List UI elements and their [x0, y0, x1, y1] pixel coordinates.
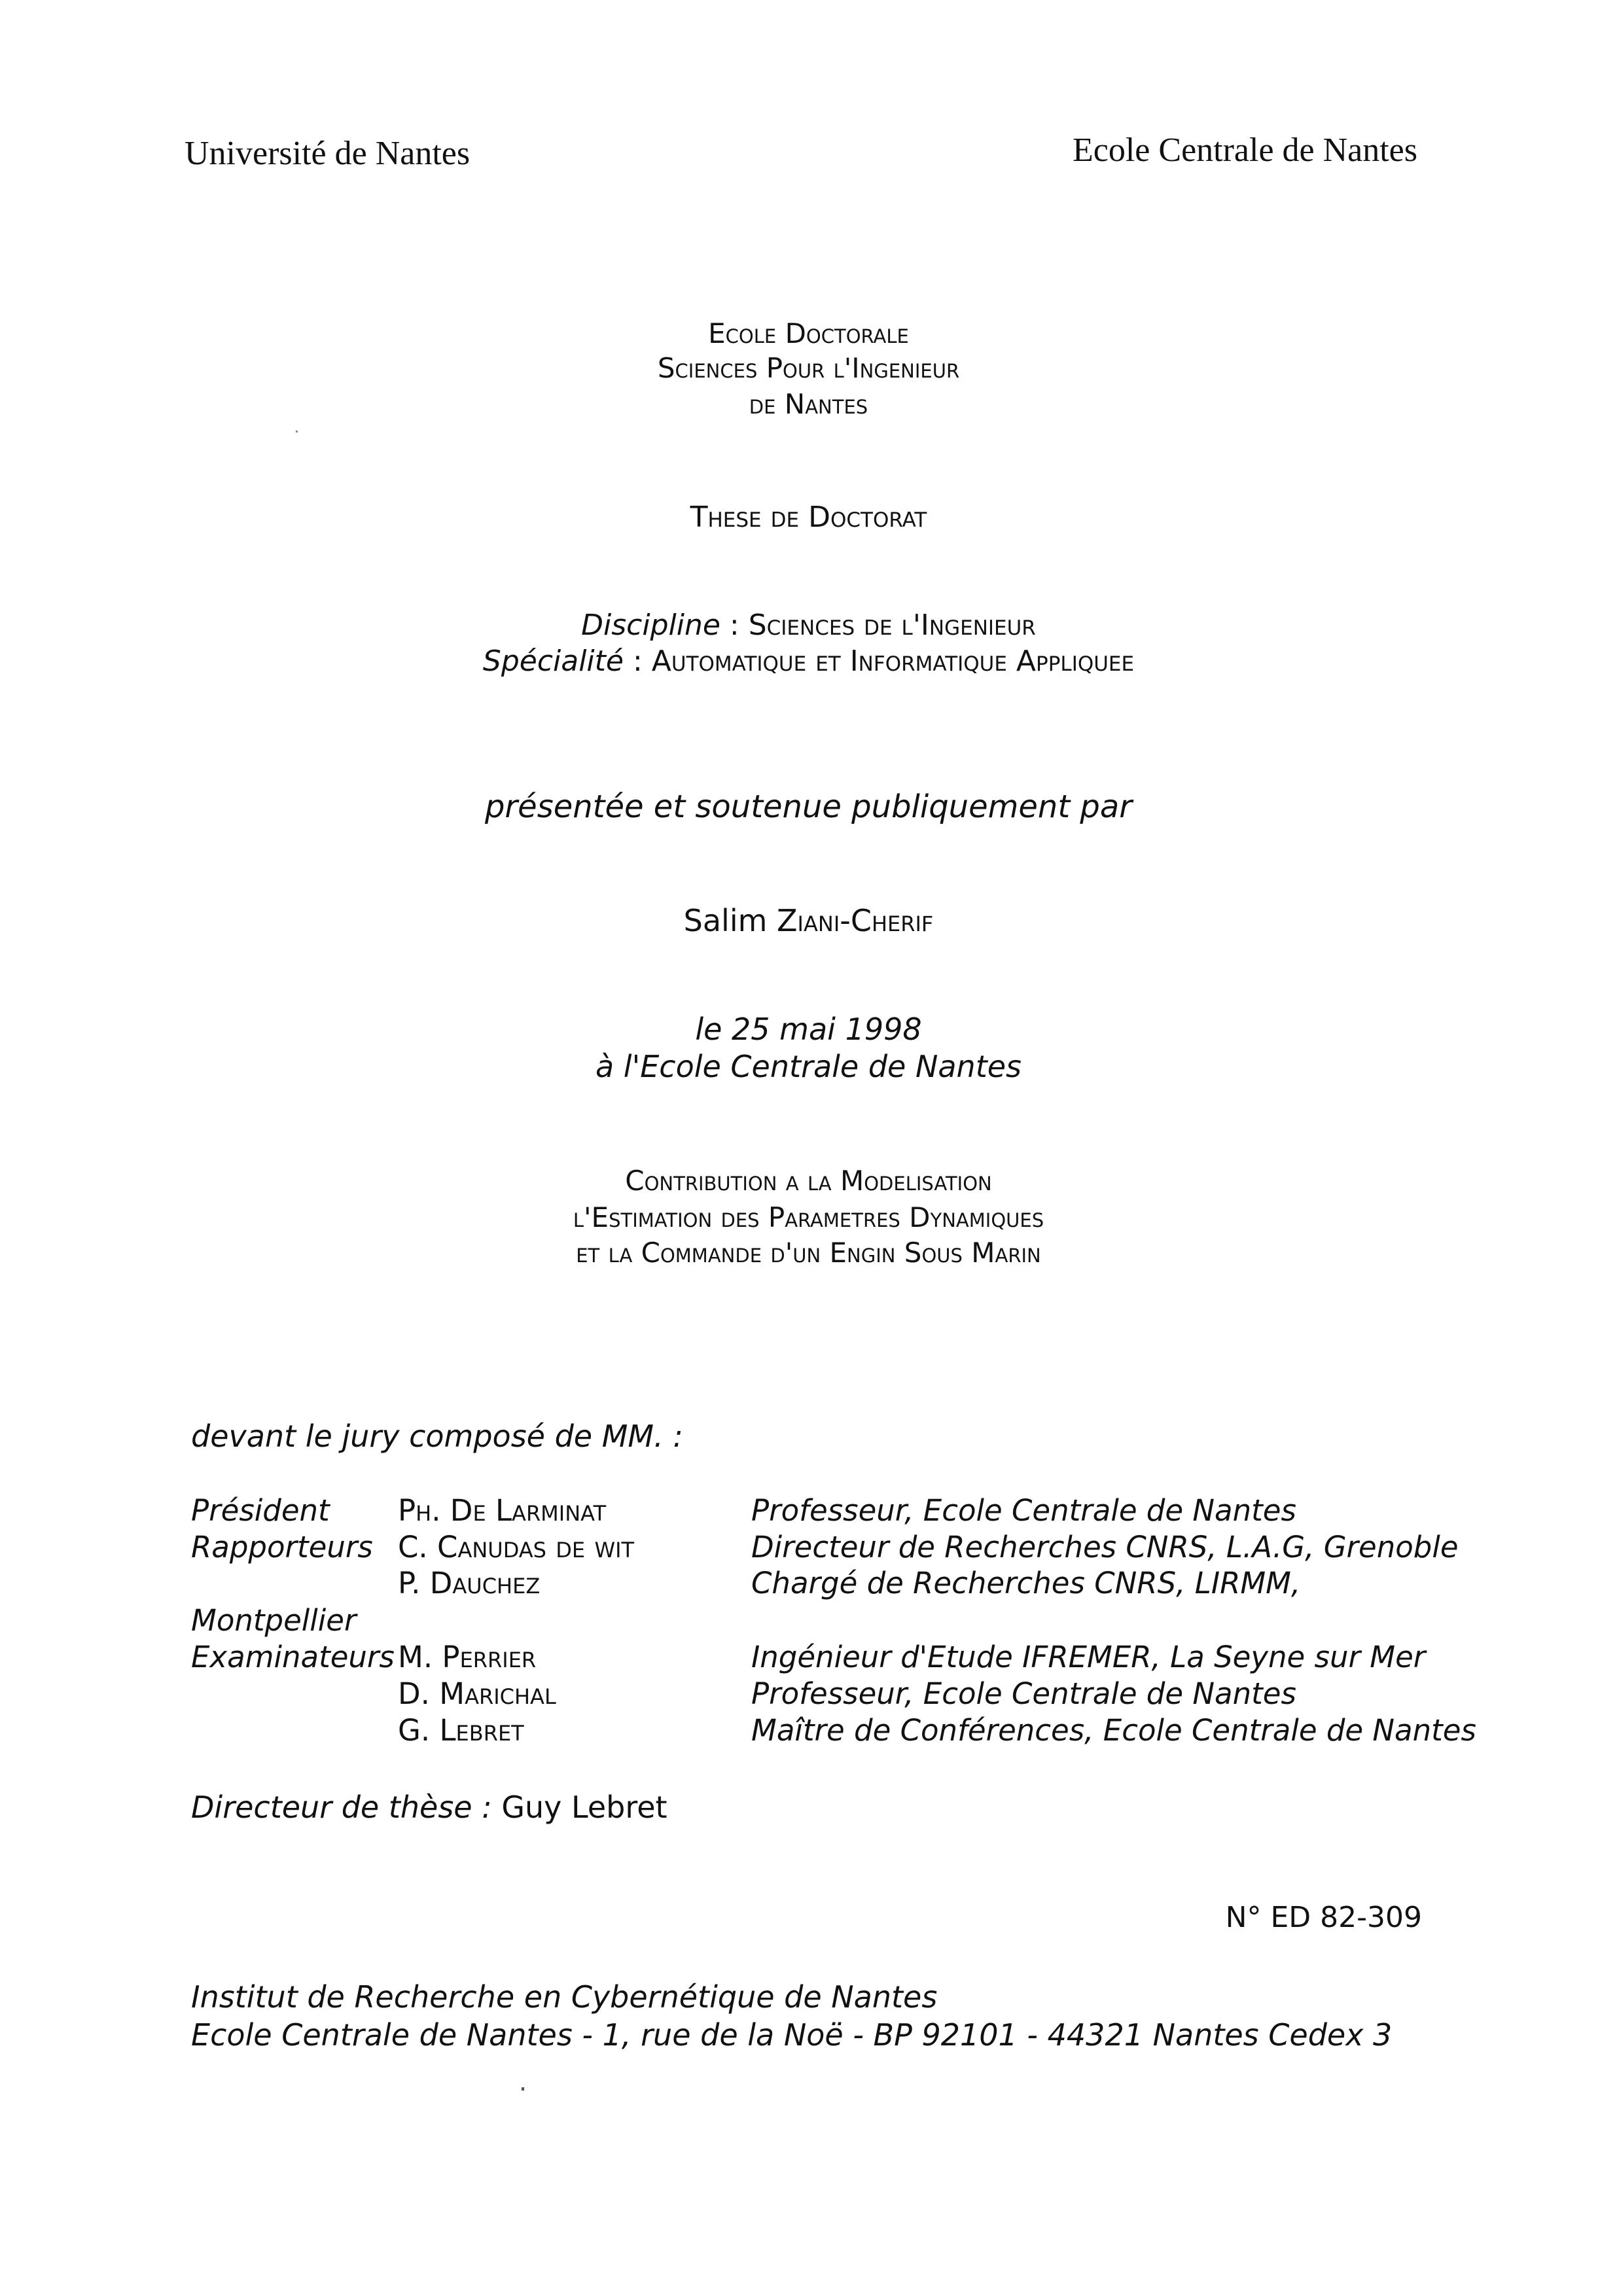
defense-place: à l'Ecole Centrale de Nantes — [595, 1049, 1022, 1084]
doctoral-school-line-3: de Nantes — [749, 388, 868, 420]
institute-address: Ecole Centrale de Nantes - 1, rue de la Noë - BP 92101 - 44321 Nantes Cedex 3 — [191, 2017, 1393, 2053]
jury-intro: devant le jury composé de MM. : — [191, 1419, 683, 1454]
jury-role: Président — [191, 1493, 330, 1528]
thesis-title-line-1: Contribution a la Modelisation — [625, 1165, 992, 1197]
director-name: Guy Lebret — [501, 1790, 667, 1825]
jury-role: Rapporteurs — [191, 1530, 373, 1564]
jury-affiliation: Maître de Conférences, Ecole Centrale de Nantes — [751, 1713, 1476, 1748]
jury-name: Ph. De Larminat — [398, 1493, 607, 1528]
doctoral-number: N° ED 82-309 — [1225, 1901, 1422, 1934]
doctoral-school-line-1: Ecole Doctorale — [708, 317, 909, 349]
jury-name: P. Dauchez — [398, 1566, 541, 1600]
specialite-line: Spécialité : Automatique et Informatique Appliquee — [482, 645, 1135, 678]
university-name: Université de Nantes — [185, 135, 471, 172]
doctoral-school-line-2: Sciences Pour l'Ingenieur — [657, 352, 960, 384]
thesis-director — [191, 1790, 667, 1825]
jury-role: Examinateurs — [191, 1640, 395, 1674]
jury-affiliation: Professeur, Ecole Centrale de Nantes — [751, 1676, 1296, 1711]
jury-name: D. Marichal — [398, 1676, 556, 1711]
school-name: Ecole Centrale de Nantes — [1073, 132, 1417, 169]
thesis-type: These de Doctorat — [690, 501, 927, 534]
director-label: Directeur de thèse : — [191, 1790, 492, 1825]
institute-name: Institut de Recherche en Cybernétique de Nantes — [191, 1979, 938, 2015]
defense-date: le 25 mai 1998 — [695, 1012, 922, 1047]
scan-speck — [296, 431, 298, 433]
candidate-last-name: Ziani-Cherif — [777, 903, 934, 938]
jury-affiliation: Ingénieur d'Etude IFREMER, La Seyne sur Mer — [751, 1640, 1426, 1674]
jury-affiliation: Chargé de Recherches CNRS, LIRMM, — [751, 1566, 1301, 1600]
scan-speck — [522, 2087, 524, 2091]
jury-name: G. Lebret — [398, 1713, 524, 1748]
jury-name: C. Canudas de wit — [398, 1530, 635, 1564]
discipline-label: Discipline — [581, 609, 720, 642]
thesis-title-line-3: et la Commande d'un Engin Sous Marin — [576, 1237, 1041, 1269]
discipline-line: Discipline : Sciences de l'Ingenieur — [581, 609, 1036, 642]
jury-role: Montpellier — [191, 1603, 357, 1638]
specialite-label: Spécialité — [482, 645, 624, 678]
specialite-value: Automatique et Informatique Appliquee — [651, 645, 1135, 678]
discipline-value: Sciences de l'Ingenieur — [748, 609, 1036, 642]
presented-by: présentée et soutenue publiquement par — [484, 788, 1133, 825]
jury-affiliation: Professeur, Ecole Centrale de Nantes — [751, 1493, 1296, 1528]
thesis-title-line-2: l'Estimation des Parametres Dynamiques — [573, 1201, 1044, 1233]
candidate-name — [0, 903, 1617, 938]
candidate-first-name: Salim — [683, 903, 768, 938]
jury-affiliation: Directeur de Recherches CNRS, L.A.G, Grenoble — [751, 1530, 1459, 1564]
jury-name: M. Perrier — [398, 1640, 537, 1674]
